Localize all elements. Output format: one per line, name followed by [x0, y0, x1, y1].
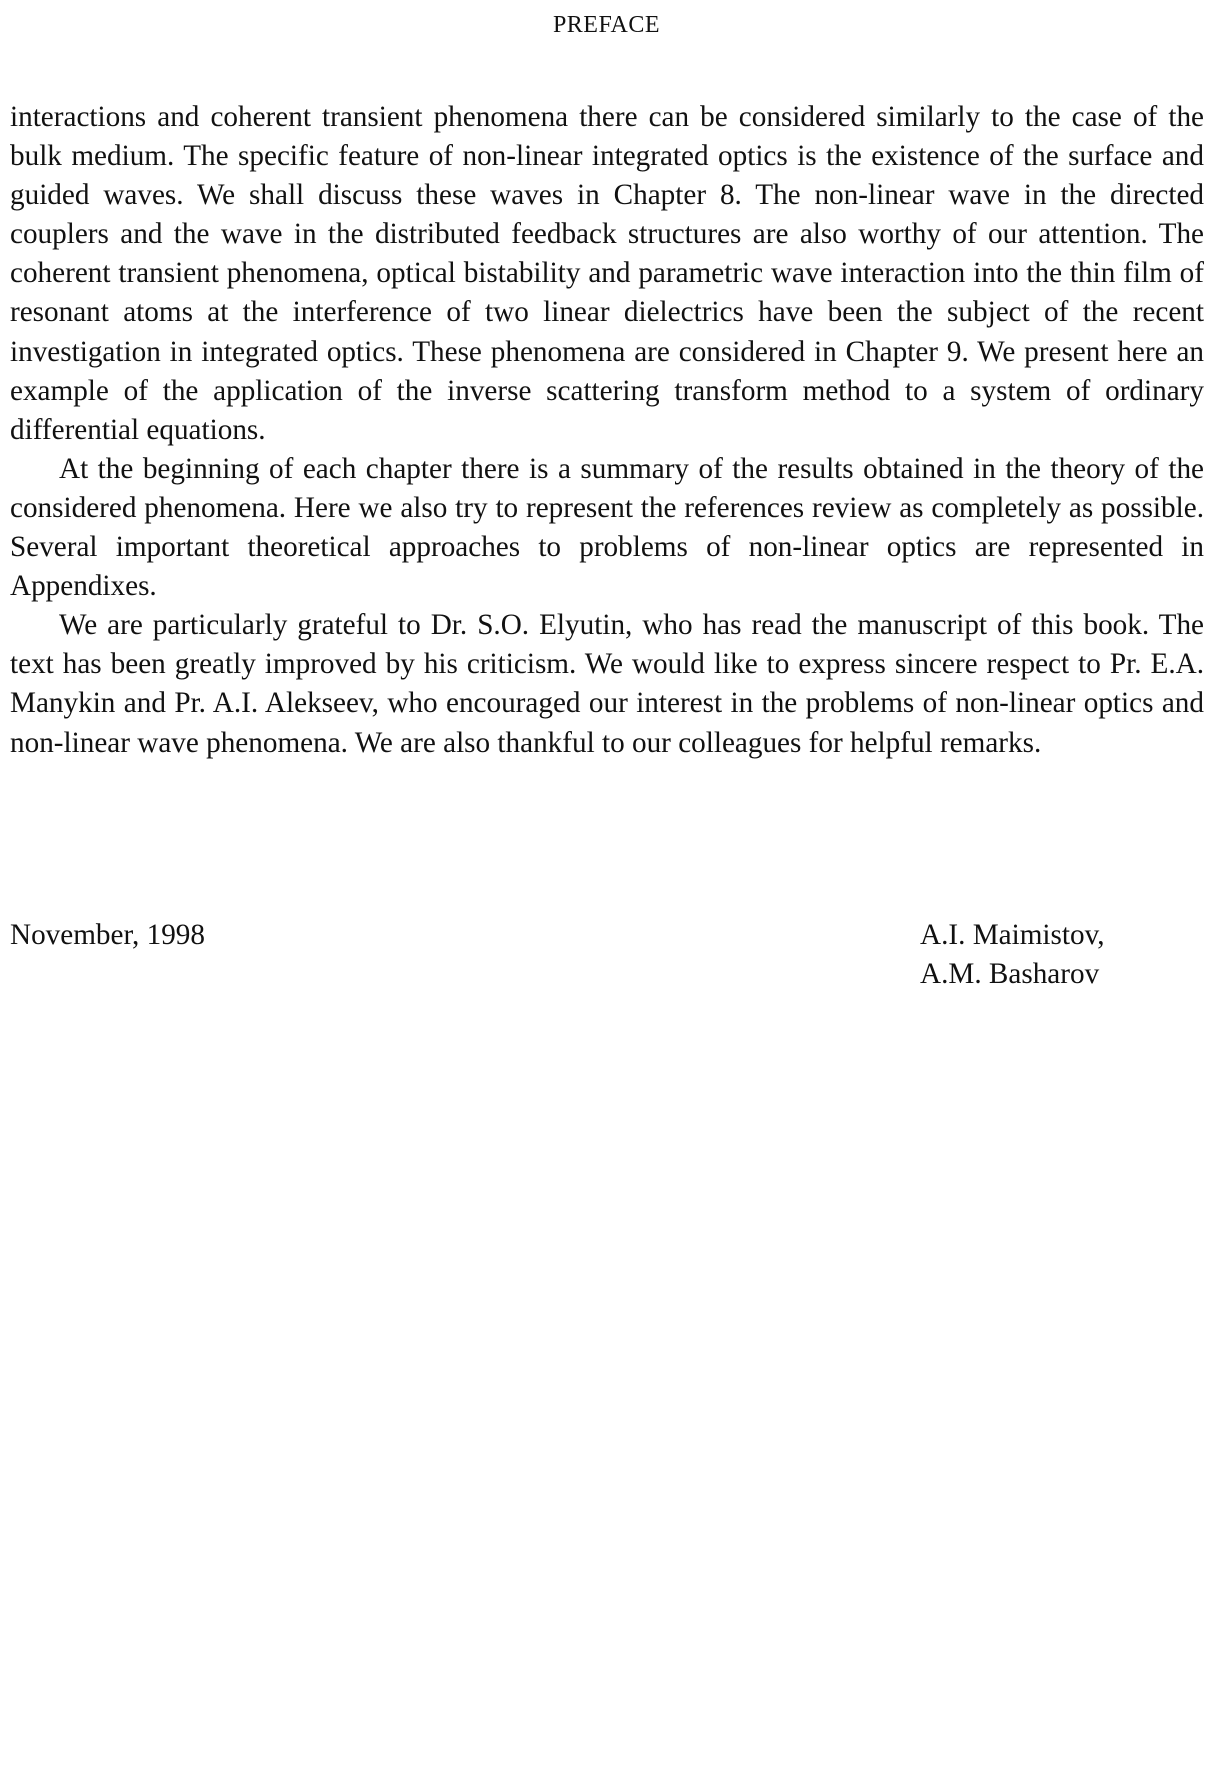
- paragraph: At the beginning of each chapter there is a summary of the results obtained in the theory of the considered phenomena. Here we also try to represent the references review as completely as possible. Several important theoretical approaches to problems of non-linear optics are represented in Appendixes.: [10, 452, 1204, 603]
- signoff-authors: [920, 916, 1105, 994]
- signoff-date: November, 1998: [10, 919, 205, 951]
- preface-body: [10, 98, 1204, 763]
- running-head-title: PREFACE: [552, 12, 661, 38]
- author-name: A.M. Basharov: [920, 958, 1100, 990]
- paragraph: interactions and coherent transient phenomena there can be considered similarly to the case of the bulk medium. The specific feature of non-linear integrated optics is the existence of the surface and guided waves. We shall discuss these waves in Chapter 8. The non-linear wave in the directed couplers and the wave in the distributed feedback structures are also worthy of our attention. The coherent transient phenomena, optical bistability and parametric wave interaction into the thin film of resonant atoms at the interference of two linear dielectrics have been the subject of the recent investigation in integrated optics. These phenomena are considered in Chapter 9. We present here an example of the application of the inverse scattering transform method to a system of ordinary differential equations.: [10, 101, 1204, 446]
- author-name: A.I. Maimistov,: [920, 919, 1105, 951]
- paragraph: We are particularly grateful to Dr. S.O. Elyutin, who has read the manuscript of this book. The text has been greatly improved by his criticism. We would like to express sincere respect to Pr. E.A. Manykin and Pr. A.I. Alekseev, who encouraged our interest in the problems of non-linear optics and non-linear wave phenomena. We are also thankful to our colleagues for helpful remarks.: [10, 609, 1204, 759]
